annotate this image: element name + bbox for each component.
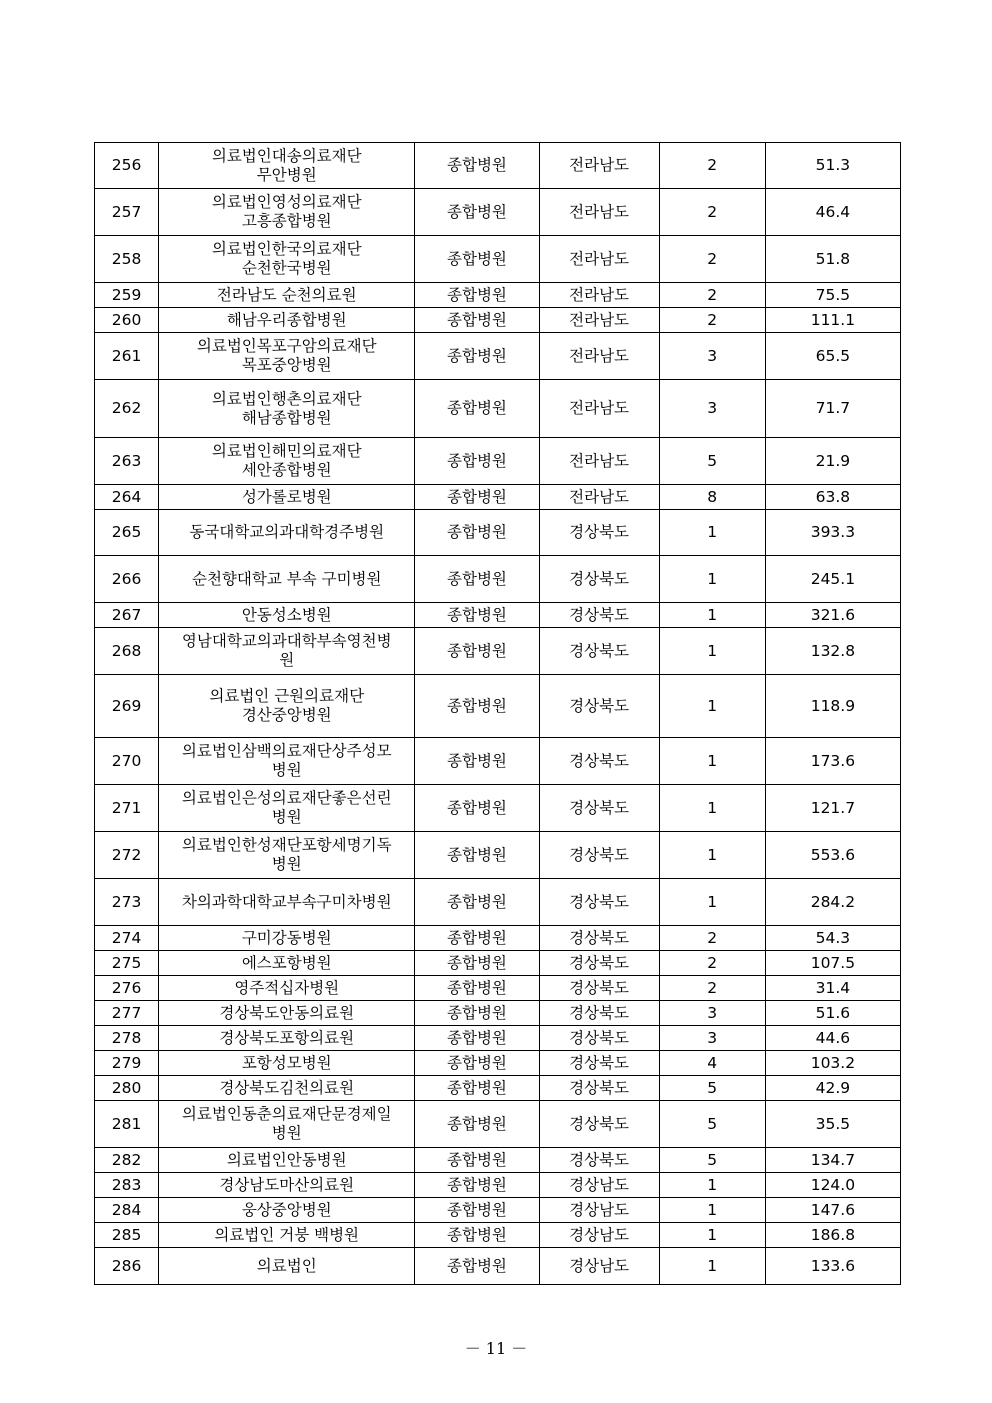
- row-number-cell: 269: [95, 675, 159, 738]
- table-body: [95, 143, 901, 1285]
- hospital-type-cell: 종합병원: [415, 1076, 539, 1101]
- hospital-type-cell: 종합병원: [415, 189, 539, 236]
- hospital-name-line: 의료법인행촌의료재단: [211, 389, 362, 408]
- region-cell: 전라남도: [539, 189, 659, 236]
- region-cell: 전라남도: [539, 236, 659, 283]
- hospital-type-cell: 종합병원: [415, 1223, 539, 1248]
- row-number-cell: 271: [95, 785, 159, 832]
- grade-cell: 3: [659, 333, 765, 380]
- hospital-type-cell: 종합병원: [415, 1101, 539, 1148]
- row-number-cell: 272: [95, 832, 159, 879]
- row-number-cell: 282: [95, 1148, 159, 1173]
- table-row: [95, 926, 901, 951]
- hospital-name-line: 안동성소병원: [241, 605, 332, 624]
- row-number-cell: 266: [95, 556, 159, 603]
- hospital-name-line: 의료법인 근원의료재단: [209, 687, 365, 705]
- grade-cell: 2: [659, 926, 765, 951]
- grade-cell: 2: [659, 951, 765, 976]
- region-cell: 전라남도: [539, 143, 659, 189]
- table-row: [95, 143, 901, 189]
- hospital-name-line: 전라남도 순천의료원: [216, 285, 357, 304]
- value-cell: 75.5: [765, 283, 900, 308]
- row-number-cell: 261: [95, 333, 159, 380]
- hospital-type-cell: 종합병원: [415, 485, 539, 510]
- table-row: [95, 1076, 901, 1101]
- hospital-name-line: 구미강동병원: [241, 928, 332, 947]
- value-cell: 393.3: [765, 510, 900, 556]
- row-number-cell: 286: [95, 1248, 159, 1285]
- hospital-name-cell: [159, 1223, 415, 1248]
- row-number-cell: 274: [95, 926, 159, 951]
- grade-cell: 5: [659, 1101, 765, 1148]
- table-row: [95, 189, 901, 236]
- hospital-name-line: 영남대학교의과대학부속영천병: [181, 632, 392, 650]
- hospital-name-cell: [159, 628, 415, 675]
- hospital-name-cell: [159, 926, 415, 951]
- hospital-name-line: 웅상중앙병원: [241, 1200, 332, 1219]
- row-number-cell: 275: [95, 951, 159, 976]
- table-row: [95, 879, 901, 926]
- value-cell: 51.6: [765, 1001, 900, 1026]
- hospital-name-line: 의료법인영성의료재단: [211, 193, 362, 211]
- table-row: [95, 951, 901, 976]
- table-row: [95, 485, 901, 510]
- row-number-cell: 276: [95, 976, 159, 1001]
- value-cell: 63.8: [765, 485, 900, 510]
- grade-cell: 3: [659, 1001, 765, 1026]
- row-number-cell: 263: [95, 438, 159, 485]
- hospital-name-line: 병원: [271, 761, 302, 779]
- table-row: [95, 1026, 901, 1051]
- hospital-name-cell: [159, 832, 415, 879]
- value-cell: 321.6: [765, 603, 900, 628]
- row-number-cell: 284: [95, 1198, 159, 1223]
- row-number-cell: 259: [95, 283, 159, 308]
- grade-cell: 8: [659, 485, 765, 510]
- hospital-name-line: 경산중앙병원: [241, 706, 332, 724]
- region-cell: 경상북도: [539, 1148, 659, 1173]
- value-cell: 111.1: [765, 308, 900, 333]
- hospital-name-line: 순천한국병원: [241, 259, 332, 277]
- hospital-name-cell: [159, 1173, 415, 1198]
- grade-cell: 1: [659, 1248, 765, 1285]
- hospital-name-line: 의료법인동춘의료재단문경제일: [181, 1105, 392, 1123]
- hospital-name-cell: [159, 879, 415, 926]
- hospital-name-line: 의료법인한국의료재단: [211, 240, 362, 258]
- grade-cell: 2: [659, 143, 765, 189]
- grade-cell: 1: [659, 1223, 765, 1248]
- hospital-name-cell: [159, 236, 415, 283]
- region-cell: 경상북도: [539, 510, 659, 556]
- hospital-name-cell: [159, 189, 415, 236]
- hospital-name-cell: [159, 603, 415, 628]
- value-cell: 103.2: [765, 1051, 900, 1076]
- hospital-name-line: 의료법인삼백의료재단상주성모: [181, 742, 392, 760]
- grade-cell: 1: [659, 785, 765, 832]
- grade-cell: 1: [659, 603, 765, 628]
- table-row: [95, 1248, 901, 1285]
- hospital-type-cell: 종합병원: [415, 926, 539, 951]
- row-number-cell: 264: [95, 485, 159, 510]
- grade-cell: 1: [659, 738, 765, 785]
- value-cell: 134.7: [765, 1148, 900, 1173]
- table-row: [95, 380, 901, 438]
- hospital-name-line: 의료법인대송의료재단: [211, 146, 362, 165]
- hospital-name-line: 차의과학대학교부속구미차병원: [181, 892, 392, 911]
- value-cell: 46.4: [765, 189, 900, 236]
- hospital-name-line: 병원: [271, 808, 302, 826]
- row-number-cell: 267: [95, 603, 159, 628]
- value-cell: 21.9: [765, 438, 900, 485]
- region-cell: 경상남도: [539, 1223, 659, 1248]
- region-cell: 경상북도: [539, 785, 659, 832]
- region-cell: 전라남도: [539, 308, 659, 333]
- table-row: [95, 1148, 901, 1173]
- region-cell: 경상북도: [539, 1076, 659, 1101]
- grade-cell: 4: [659, 1051, 765, 1076]
- grade-cell: 1: [659, 879, 765, 926]
- region-cell: 경상남도: [539, 1198, 659, 1223]
- value-cell: 118.9: [765, 675, 900, 738]
- hospital-name-cell: [159, 1248, 415, 1285]
- hospital-name-line: 영주적십자병원: [234, 978, 340, 997]
- hospital-name-cell: [159, 283, 415, 308]
- row-number-cell: 262: [95, 380, 159, 438]
- row-number-cell: 265: [95, 510, 159, 556]
- hospital-type-cell: 종합병원: [415, 1026, 539, 1051]
- row-number-cell: 268: [95, 628, 159, 675]
- table-row: [95, 438, 901, 485]
- table-row: [95, 333, 901, 380]
- region-cell: 경상북도: [539, 832, 659, 879]
- value-cell: 44.6: [765, 1026, 900, 1051]
- hospital-name-cell: [159, 738, 415, 785]
- region-cell: 경상북도: [539, 738, 659, 785]
- hospital-name-line: 경상남도마산의료원: [219, 1175, 355, 1194]
- hospital-type-cell: 종합병원: [415, 510, 539, 556]
- grade-cell: 3: [659, 380, 765, 438]
- value-cell: 35.5: [765, 1101, 900, 1148]
- hospital-name-line: 동국대학교의과대학경주병원: [189, 523, 385, 541]
- hospital-type-cell: 종합병원: [415, 603, 539, 628]
- row-number-cell: 277: [95, 1001, 159, 1026]
- row-number-cell: 256: [95, 143, 159, 189]
- hospital-name-cell: [159, 143, 415, 189]
- hospital-type-cell: 종합병원: [415, 236, 539, 283]
- grade-cell: 2: [659, 189, 765, 236]
- hospital-name-cell: [159, 1076, 415, 1101]
- hospital-name-cell: [159, 485, 415, 510]
- grade-cell: 5: [659, 438, 765, 485]
- row-number-cell: 279: [95, 1051, 159, 1076]
- row-number-cell: 258: [95, 236, 159, 283]
- value-cell: 147.6: [765, 1198, 900, 1223]
- hospital-name-line: 경상북도안동의료원: [219, 1003, 355, 1022]
- table-row: [95, 1223, 901, 1248]
- hospital-name-line: 성가롤로병원: [241, 487, 332, 506]
- hospital-name-line: 의료법인목포구암의료재단: [196, 337, 377, 355]
- table-row: [95, 785, 901, 832]
- hospital-name-cell: [159, 1051, 415, 1076]
- row-number-cell: 285: [95, 1223, 159, 1248]
- hospital-type-cell: 종합병원: [415, 380, 539, 438]
- grade-cell: 1: [659, 556, 765, 603]
- grade-cell: 2: [659, 236, 765, 283]
- row-number-cell: 280: [95, 1076, 159, 1101]
- hospital-name-line: 해남종합병원: [241, 408, 332, 427]
- table-row: [95, 1101, 901, 1148]
- row-number-cell: 278: [95, 1026, 159, 1051]
- hospital-name-cell: [159, 1198, 415, 1223]
- grade-cell: 1: [659, 832, 765, 879]
- hospital-type-cell: 종합병원: [415, 283, 539, 308]
- region-cell: 경상북도: [539, 628, 659, 675]
- hospital-name-line: 경상북도김천의료원: [219, 1078, 355, 1097]
- grade-cell: 1: [659, 1198, 765, 1223]
- hospital-name-line: 에스포항병원: [241, 953, 332, 972]
- table-row: [95, 976, 901, 1001]
- hospital-name-line: 세안종합병원: [241, 461, 332, 479]
- hospital-type-cell: 종합병원: [415, 556, 539, 603]
- hospital-type-cell: 종합병원: [415, 1051, 539, 1076]
- region-cell: 전라남도: [539, 283, 659, 308]
- row-number-cell: 257: [95, 189, 159, 236]
- hospital-type-cell: 종합병원: [415, 738, 539, 785]
- hospital-type-cell: 종합병원: [415, 438, 539, 485]
- row-number-cell: 260: [95, 308, 159, 333]
- value-cell: 132.8: [765, 628, 900, 675]
- grade-cell: 2: [659, 283, 765, 308]
- hospital-name-line: 목포중앙병원: [241, 356, 332, 374]
- hospital-type-cell: 종합병원: [415, 1198, 539, 1223]
- hospital-name-line: 의료법인해민의료재단: [211, 442, 362, 460]
- value-cell: 107.5: [765, 951, 900, 976]
- hospital-name-line: 해남우리종합병원: [226, 310, 347, 329]
- region-cell: 경상북도: [539, 1001, 659, 1026]
- table-row: [95, 510, 901, 556]
- hospital-type-cell: 종합병원: [415, 628, 539, 675]
- value-cell: 51.8: [765, 236, 900, 283]
- hospital-name-cell: [159, 675, 415, 738]
- grade-cell: 1: [659, 1173, 765, 1198]
- hospital-type-cell: 종합병원: [415, 879, 539, 926]
- hospital-type-cell: 종합병원: [415, 1248, 539, 1285]
- value-cell: 553.6: [765, 832, 900, 879]
- region-cell: 전라남도: [539, 380, 659, 438]
- value-cell: 65.5: [765, 333, 900, 380]
- hospital-name-line: 병원: [271, 855, 302, 873]
- region-cell: 경상북도: [539, 1101, 659, 1148]
- region-cell: 전라남도: [539, 485, 659, 510]
- hospital-type-cell: 종합병원: [415, 308, 539, 333]
- hospital-table: [94, 142, 901, 1285]
- value-cell: 186.8: [765, 1223, 900, 1248]
- table-row: [95, 1051, 901, 1076]
- hospital-name-line: 고흥종합병원: [241, 212, 332, 230]
- region-cell: 경상북도: [539, 1026, 659, 1051]
- value-cell: 51.3: [765, 143, 900, 189]
- hospital-name-line: 의료법인: [256, 1256, 317, 1275]
- hospital-type-cell: 종합병원: [415, 1173, 539, 1198]
- hospital-name-line: 병원: [271, 1124, 302, 1142]
- value-cell: 245.1: [765, 556, 900, 603]
- hospital-type-cell: 종합병원: [415, 785, 539, 832]
- hospital-type-cell: 종합병원: [415, 143, 539, 189]
- table-row: [95, 603, 901, 628]
- hospital-name-line: 포항성모병원: [241, 1053, 332, 1072]
- value-cell: 71.7: [765, 380, 900, 438]
- region-cell: 경상북도: [539, 556, 659, 603]
- table-row: [95, 738, 901, 785]
- grade-cell: 1: [659, 675, 765, 738]
- region-cell: 경상북도: [539, 976, 659, 1001]
- hospital-name-cell: [159, 785, 415, 832]
- hospital-name-line: 의료법인은성의료재단좋은선린: [181, 789, 392, 807]
- hospital-name-cell: [159, 380, 415, 438]
- hospital-name-cell: [159, 438, 415, 485]
- region-cell: 경상남도: [539, 1248, 659, 1285]
- grade-cell: 3: [659, 1026, 765, 1051]
- table-row: [95, 628, 901, 675]
- hospital-name-cell: [159, 1101, 415, 1148]
- hospital-name-cell: [159, 1026, 415, 1051]
- value-cell: 121.7: [765, 785, 900, 832]
- row-number-cell: 281: [95, 1101, 159, 1148]
- region-cell: 경상북도: [539, 879, 659, 926]
- hospital-type-cell: 종합병원: [415, 1001, 539, 1026]
- row-number-cell: 273: [95, 879, 159, 926]
- table-row: [95, 1198, 901, 1223]
- value-cell: 42.9: [765, 1076, 900, 1101]
- region-cell: 경상북도: [539, 603, 659, 628]
- table-row: [95, 236, 901, 283]
- grade-cell: 2: [659, 976, 765, 1001]
- value-cell: 124.0: [765, 1173, 900, 1198]
- table-row: [95, 308, 901, 333]
- grade-cell: 1: [659, 628, 765, 675]
- value-cell: 284.2: [765, 879, 900, 926]
- grade-cell: 1: [659, 510, 765, 556]
- region-cell: 경상북도: [539, 675, 659, 738]
- grade-cell: 5: [659, 1148, 765, 1173]
- hospital-name-cell: [159, 510, 415, 556]
- hospital-type-cell: 종합병원: [415, 951, 539, 976]
- table-row: [95, 1173, 901, 1198]
- table-row: [95, 283, 901, 308]
- hospital-name-cell: [159, 1148, 415, 1173]
- hospital-type-cell: 종합병원: [415, 832, 539, 879]
- hospital-name-line: 의료법인 거붕 백병원: [214, 1225, 360, 1244]
- hospital-name-line: 의료법인한성재단포항세명기독: [181, 836, 392, 854]
- region-cell: 전라남도: [539, 438, 659, 485]
- value-cell: 54.3: [765, 926, 900, 951]
- hospital-type-cell: 종합병원: [415, 333, 539, 380]
- region-cell: 경상북도: [539, 926, 659, 951]
- page-number: － 11 －: [464, 1339, 528, 1358]
- region-cell: 경상북도: [539, 951, 659, 976]
- table-row: [95, 675, 901, 738]
- hospital-type-cell: 종합병원: [415, 675, 539, 738]
- table-row: [95, 832, 901, 879]
- region-cell: 전라남도: [539, 333, 659, 380]
- hospital-name-cell: [159, 951, 415, 976]
- region-cell: 경상남도: [539, 1173, 659, 1198]
- row-number-cell: 283: [95, 1173, 159, 1198]
- hospital-name-cell: [159, 556, 415, 603]
- grade-cell: 5: [659, 1076, 765, 1101]
- hospital-name-cell: [159, 1001, 415, 1026]
- hospital-type-cell: 종합병원: [415, 1148, 539, 1173]
- hospital-name-cell: [159, 333, 415, 380]
- table-row: [95, 1001, 901, 1026]
- hospital-name-cell: [159, 976, 415, 1001]
- hospital-name-line: 의료법인안동병원: [226, 1150, 347, 1169]
- value-cell: 173.6: [765, 738, 900, 785]
- hospital-name-line: 원: [279, 651, 295, 669]
- hospital-type-cell: 종합병원: [415, 976, 539, 1001]
- table-row: [95, 556, 901, 603]
- region-cell: 경상북도: [539, 1051, 659, 1076]
- hospital-name-cell: [159, 308, 415, 333]
- grade-cell: 2: [659, 308, 765, 333]
- value-cell: 133.6: [765, 1248, 900, 1285]
- hospital-name-line: 경상북도포항의료원: [219, 1028, 355, 1047]
- hospital-name-line: 순천향대학교 부속 구미병원: [191, 569, 382, 588]
- value-cell: 31.4: [765, 976, 900, 1001]
- hospital-name-line: 무안병원: [256, 165, 317, 184]
- row-number-cell: 270: [95, 738, 159, 785]
